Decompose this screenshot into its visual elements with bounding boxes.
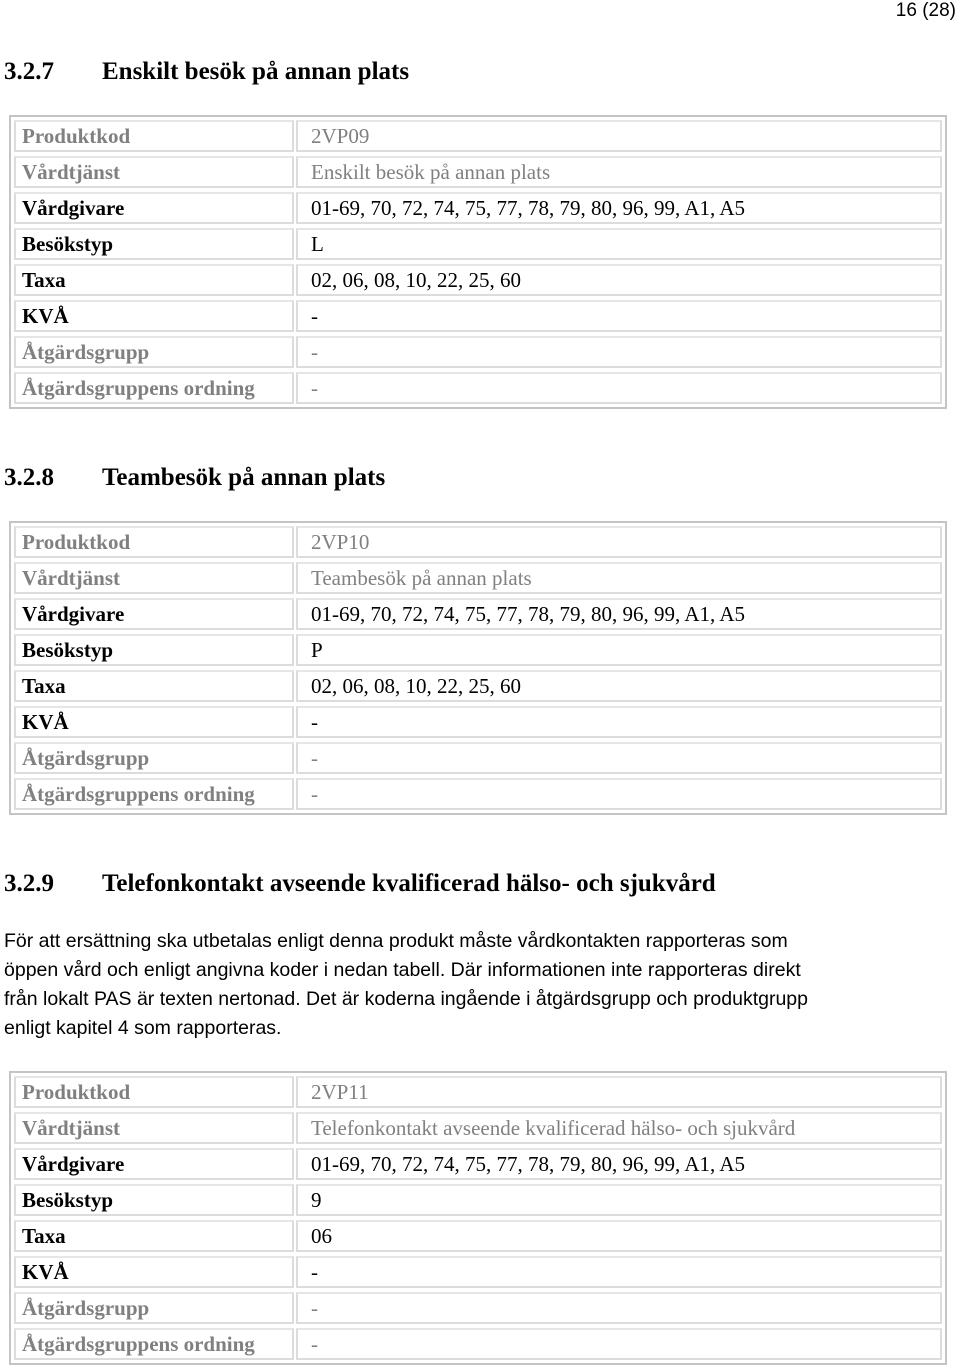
section-title: Enskilt besök på annan plats: [102, 58, 410, 85]
row-value: P: [296, 634, 942, 666]
row-label: Besökstyp: [14, 228, 294, 260]
row-label: Åtgärdsgruppens ordning: [14, 372, 294, 404]
row-label: Vårdtjänst: [14, 1112, 294, 1144]
row-value: -: [296, 372, 942, 404]
paragraph-line: öppen vård och enligt angivna koder i nedan tabell. Där informationen inte rapporteras direkt: [4, 959, 801, 981]
row-label: Taxa: [14, 670, 294, 702]
table-row: [13, 1326, 943, 1362]
row-label: Vårdtjänst: [14, 562, 294, 594]
table-row: [13, 334, 943, 370]
row-label: KVÅ: [14, 300, 294, 332]
row-label: Åtgärdsgruppens ordning: [14, 1328, 294, 1360]
row-label: Produktkod: [14, 120, 294, 152]
section-heading-3-2-9: [4, 869, 716, 899]
table-row: [13, 1110, 943, 1146]
table-row: [13, 262, 943, 298]
table-row: [13, 118, 943, 154]
row-label: Besökstyp: [14, 634, 294, 666]
table-row: [13, 668, 943, 704]
row-label: Vårdgivare: [14, 1148, 294, 1180]
row-value: 02, 06, 08, 10, 22, 25, 60: [296, 670, 942, 702]
row-label: Besökstyp: [14, 1184, 294, 1216]
section-number: 3.2.8: [4, 464, 54, 491]
row-label: Vårdgivare: [14, 598, 294, 630]
section-number: 3.2.7: [4, 58, 54, 85]
row-value: -: [296, 300, 942, 332]
table-row: [13, 1074, 943, 1110]
row-value: 2VP11: [296, 1076, 942, 1108]
table-row: [13, 560, 943, 596]
row-value: Telefonkontakt avseende kvalificerad hälso- och sjukvård: [296, 1112, 942, 1144]
section-heading-3-2-7: [4, 57, 409, 87]
table-row: [13, 370, 943, 406]
row-value: -: [296, 742, 942, 774]
row-label: Produktkod: [14, 526, 294, 558]
row-value: 2VP10: [296, 526, 942, 558]
row-label: Vårdgivare: [14, 192, 294, 224]
row-value: 06: [296, 1220, 942, 1252]
row-value: -: [296, 706, 942, 738]
row-value: Enskilt besök på annan plats: [296, 156, 942, 188]
row-value: Teambesök på annan plats: [296, 562, 942, 594]
row-value: -: [296, 1328, 942, 1360]
row-label: Åtgärdsgruppens ordning: [14, 778, 294, 810]
row-label: Åtgärdsgrupp: [14, 1292, 294, 1324]
product-table-2vp11: [9, 1071, 947, 1365]
page-number: 16 (28): [895, 0, 956, 21]
product-table-2vp09: [9, 115, 947, 409]
row-label: KVÅ: [14, 1256, 294, 1288]
table-row: [13, 1218, 943, 1254]
section-description: [4, 927, 944, 1043]
row-label: Vårdtjänst: [14, 156, 294, 188]
table-row: [13, 1146, 943, 1182]
table-row: [13, 524, 943, 560]
row-label: KVÅ: [14, 706, 294, 738]
table-row: [13, 1290, 943, 1326]
table-row: [13, 1182, 943, 1218]
row-value: -: [296, 778, 942, 810]
paragraph-line: För att ersättning ska utbetalas enligt denna produkt måste vårdkontakten rapporteras som: [4, 930, 788, 952]
section-title: Teambesök på annan plats: [102, 464, 386, 491]
row-value: 9: [296, 1184, 942, 1216]
table-row: [13, 190, 943, 226]
table-row: [13, 704, 943, 740]
row-value: -: [296, 1292, 942, 1324]
section-heading-3-2-8: [4, 463, 385, 493]
row-value: -: [296, 336, 942, 368]
paragraph-line: enligt kapitel 4 som rapporteras.: [4, 1017, 282, 1039]
table-row: [13, 298, 943, 334]
row-label: Taxa: [14, 264, 294, 296]
row-value: 02, 06, 08, 10, 22, 25, 60: [296, 264, 942, 296]
row-value: 01-69, 70, 72, 74, 75, 77, 78, 79, 80, 96, 99, A1, A5: [296, 1148, 942, 1180]
table-row: [13, 1254, 943, 1290]
row-value: 2VP09: [296, 120, 942, 152]
table-row: [13, 632, 943, 668]
row-label: Taxa: [14, 1220, 294, 1252]
row-value: 01-69, 70, 72, 74, 75, 77, 78, 79, 80, 96, 99, A1, A5: [296, 598, 942, 630]
table-row: [13, 154, 943, 190]
table-row: [13, 596, 943, 632]
row-value: -: [296, 1256, 942, 1288]
row-label: Åtgärdsgrupp: [14, 336, 294, 368]
row-value: 01-69, 70, 72, 74, 75, 77, 78, 79, 80, 96, 99, A1, A5: [296, 192, 942, 224]
section-title: Telefonkontakt avseende kvalificerad hälso- och sjukvård: [102, 870, 716, 897]
paragraph-line: från lokalt PAS är texten nertonad. Det är koderna ingående i åtgärdsgrupp och produktgrupp: [4, 988, 808, 1010]
table-row: [13, 776, 943, 812]
section-number: 3.2.9: [4, 870, 54, 897]
row-label: Åtgärdsgrupp: [14, 742, 294, 774]
table-row: [13, 226, 943, 262]
row-value: L: [296, 228, 942, 260]
table-row: [13, 740, 943, 776]
row-label: Produktkod: [14, 1076, 294, 1108]
product-table-2vp10: [9, 521, 947, 815]
